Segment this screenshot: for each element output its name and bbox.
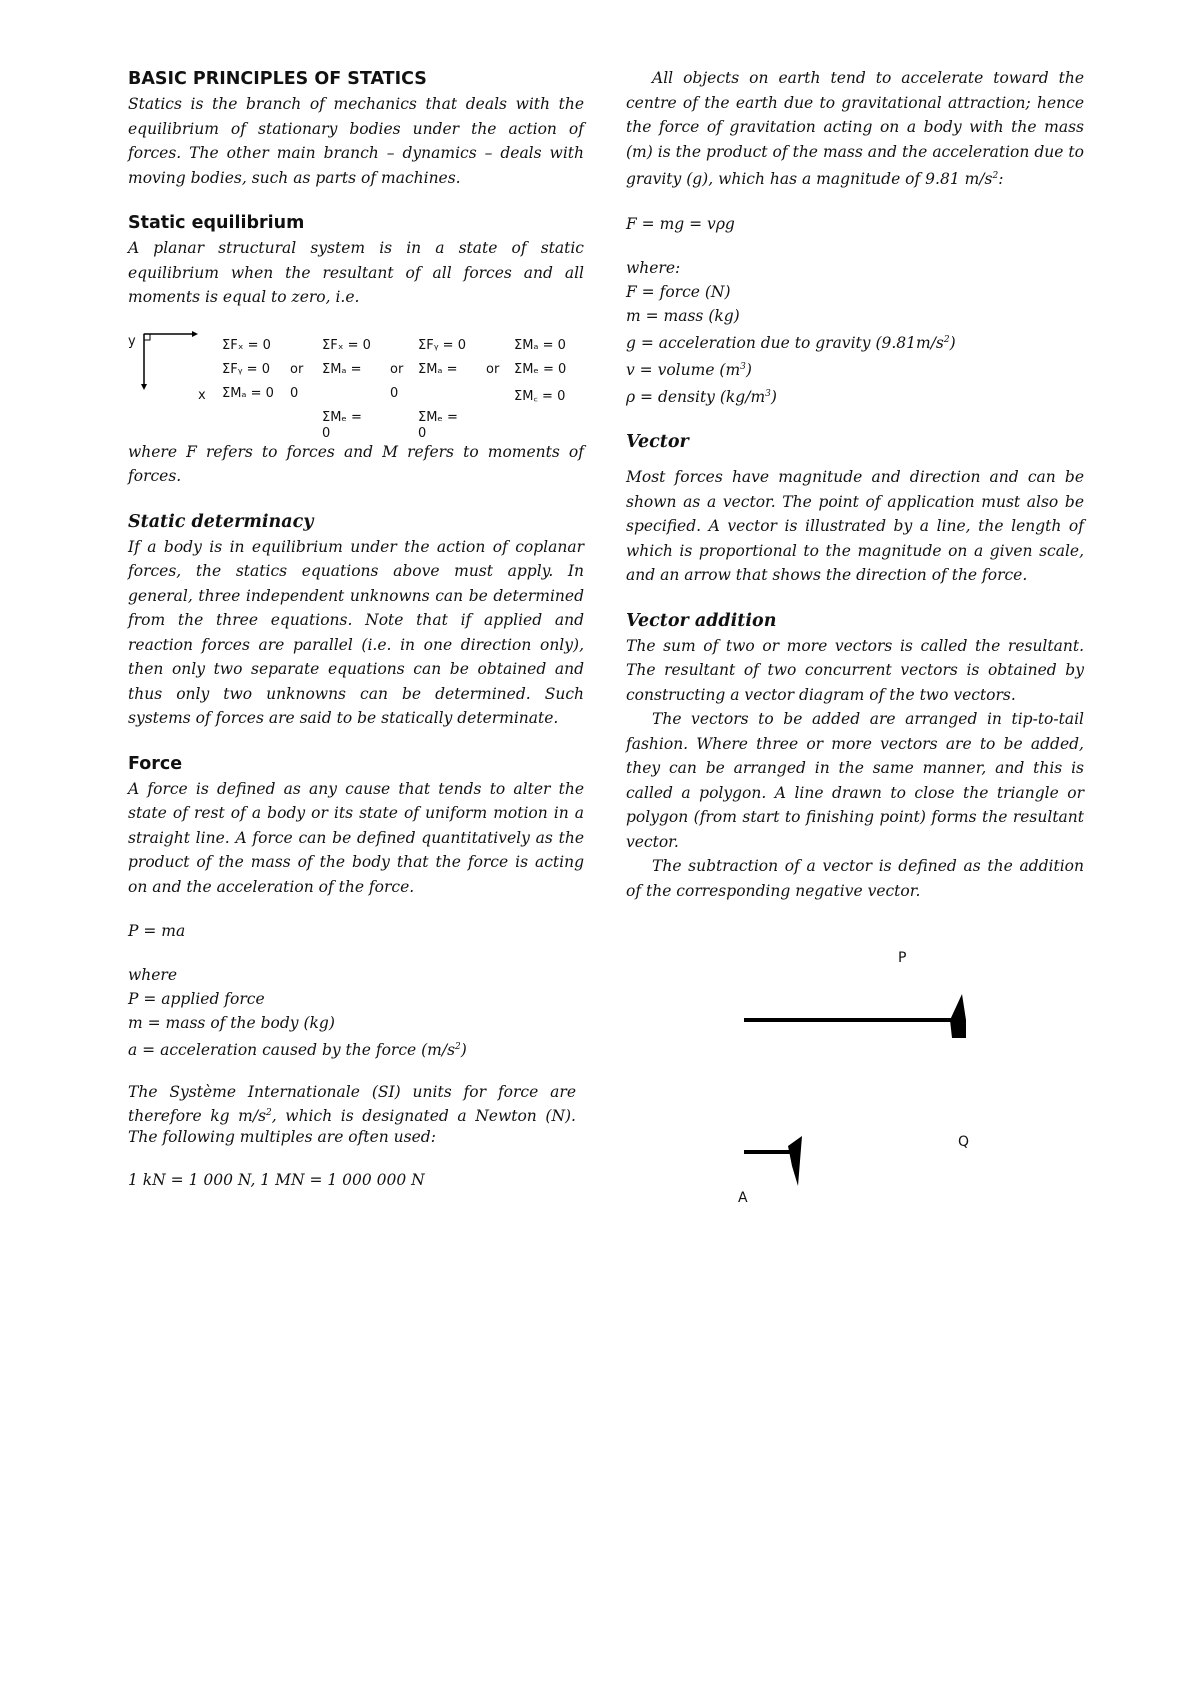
- vector-a-label: A: [738, 1190, 748, 1206]
- def-acceleration: a = acceleration caused by the force $(m/s^2)$: [128, 1041, 467, 1060]
- si-units-text: The Système Internationale (SI) units for force are therefore kg $m/s^2$, which is designated a Newton (N). The following multiples are often used:: [128, 1083, 576, 1147]
- eq-c3-r2: ΣMₐ =: [418, 361, 458, 377]
- force-equation: P = ma: [128, 922, 186, 940]
- eq-c2-r3b: 0: [322, 425, 331, 441]
- multiples-equation: 1 kN = 1 000 N, 1 MN = 1 000 000 N: [128, 1171, 425, 1190]
- eq-c3-r3: ΣMₑ =: [418, 409, 458, 425]
- page-title: BASIC PRINCIPLES OF STATICS: [128, 69, 427, 89]
- gravity-equation: F = mg = vρg: [626, 214, 735, 233]
- vector-q-label: Q: [958, 1134, 970, 1150]
- eq-c2-r2: ΣMₐ =: [322, 361, 362, 377]
- eq-c3-r2b: 0: [390, 385, 399, 401]
- eq-c2-r1: ΣFₓ = 0: [322, 337, 371, 353]
- eq-c4-r1: ΣMₐ = 0: [514, 337, 566, 353]
- def-force: F = force (N): [626, 282, 731, 301]
- eq-or-3: or: [486, 361, 500, 377]
- vector-p-label: P: [898, 950, 907, 966]
- def-density: ρ = density $(kg/m^3)$: [626, 388, 777, 407]
- eq-c1-r2: ΣFᵧ = 0: [222, 361, 270, 377]
- intro-paragraph: Statics is the branch of mechanics that deals with the equilibrium of stationary bodies under the action of forces. The other main branch – dynamics – deals with moving bodies, such as parts of machines.: [128, 95, 584, 187]
- vector-text: Most forces have magnitude and direction and can be shown as a vector. The point of application must also be specified. A vector is illustrated by a line, the length of which is proportional to the magnitude on a given scale, and an arrow that shows the direction of the force.: [626, 468, 1084, 585]
- vector-addition-text-1: The sum of two or more vectors is called the resultant. The resultant of two concurrent vectors is obtained by constructing a vector diagram of the two vectors.: [626, 636, 1084, 704]
- static-determinacy-heading: Static determinacy: [128, 511, 314, 532]
- vector-a-arrow: [730, 1136, 850, 1216]
- force-where: where: [128, 966, 178, 984]
- right-column: [626, 66, 1084, 903]
- axis-x-label: x: [198, 387, 206, 403]
- eq-c2-r3: ΣMₑ =: [322, 409, 362, 425]
- static-equilibrium-text: A planar structural system is in a state of static equilibrium when the resultant of all forces and all moments is equal to zero, i.e.: [128, 239, 584, 306]
- def-mass: m = mass of the body (kg): [128, 1014, 335, 1032]
- eq-c1-r1: ΣFₓ = 0: [222, 337, 271, 353]
- gravity-where: where:: [626, 258, 681, 277]
- left-column: [128, 66, 584, 1192]
- vector-p-arrow: [730, 980, 1010, 1100]
- vector-heading: Vector: [626, 432, 689, 453]
- def-gravity: g = acceleration due to gravity $(9.81m/s^2)$: [626, 333, 956, 352]
- eq-or-1: or: [290, 361, 304, 377]
- vector-addition-text-2: The vectors to be added are arranged in tip-to-tail fashion. Where three or more vectors are to be added, they can be arranged in the same manner, and this is called a polygon. A line drawn to close the triangle or polygon (from start to finishing point) forms the resultant vector.: [626, 710, 1084, 851]
- eq-c4-r2: ΣMₑ = 0: [514, 361, 567, 377]
- def-applied-force: P = applied force: [128, 990, 265, 1008]
- def-volume: v = volume $(m^3)$: [626, 360, 752, 379]
- eq-or-2: or: [390, 361, 404, 377]
- eq-c4-r3: ΣM꜀ = 0: [514, 388, 566, 404]
- vector-addition-text-3: The subtraction of a vector is defined as the addition of the corresponding negative vector.: [626, 857, 1084, 900]
- equations-note: where F refers to forces and M refers to moments of forces.: [128, 442, 584, 485]
- eq-c1-r3: ΣMₐ = 0: [222, 385, 274, 401]
- vector-diagram: [730, 950, 1010, 1220]
- gravity-paragraph: All objects on earth tend to accelerate toward the centre of the earth due to gravitational attraction; hence the force of gravitation acting on a body with the mass (m) is the product of the mass and the acceleration due to gravity (g), which has a magnitude of 9.81 $m/s^2$:: [626, 69, 1084, 189]
- force-text: A force is defined as any cause that tends to alter the state of rest of a body or its state of uniform motion in a straight line. A force can be defined quantitatively as the product of the mass of the body that the force is acting on and the acceleration of the force.: [128, 779, 584, 896]
- eq-c3-r1: ΣFᵧ = 0: [418, 337, 466, 353]
- force-heading: Force: [128, 753, 183, 774]
- eq-c2-r2b: 0: [290, 385, 299, 401]
- static-determinacy-text: If a body is in equilibrium under the action of coplanar forces, the statics equations above must apply. In general, three independent unknowns can be determined from the three equations. Note that if applied and reaction forces are parallel (i.e. in one direction only), then only two separate equations can be obtained and thus only two unknowns can be determined. Such systems of forces are said to be statically determinate.: [128, 537, 584, 727]
- eq-c3-r3b: 0: [418, 425, 427, 441]
- def-mass-right: m = mass (kg): [626, 306, 740, 325]
- axis-y-label: y: [128, 333, 136, 349]
- static-equilibrium-heading: Static equilibrium: [128, 213, 305, 233]
- axes-diagram: [128, 324, 208, 404]
- equilibrium-equations: [128, 324, 584, 440]
- vector-addition-heading: Vector addition: [626, 610, 777, 631]
